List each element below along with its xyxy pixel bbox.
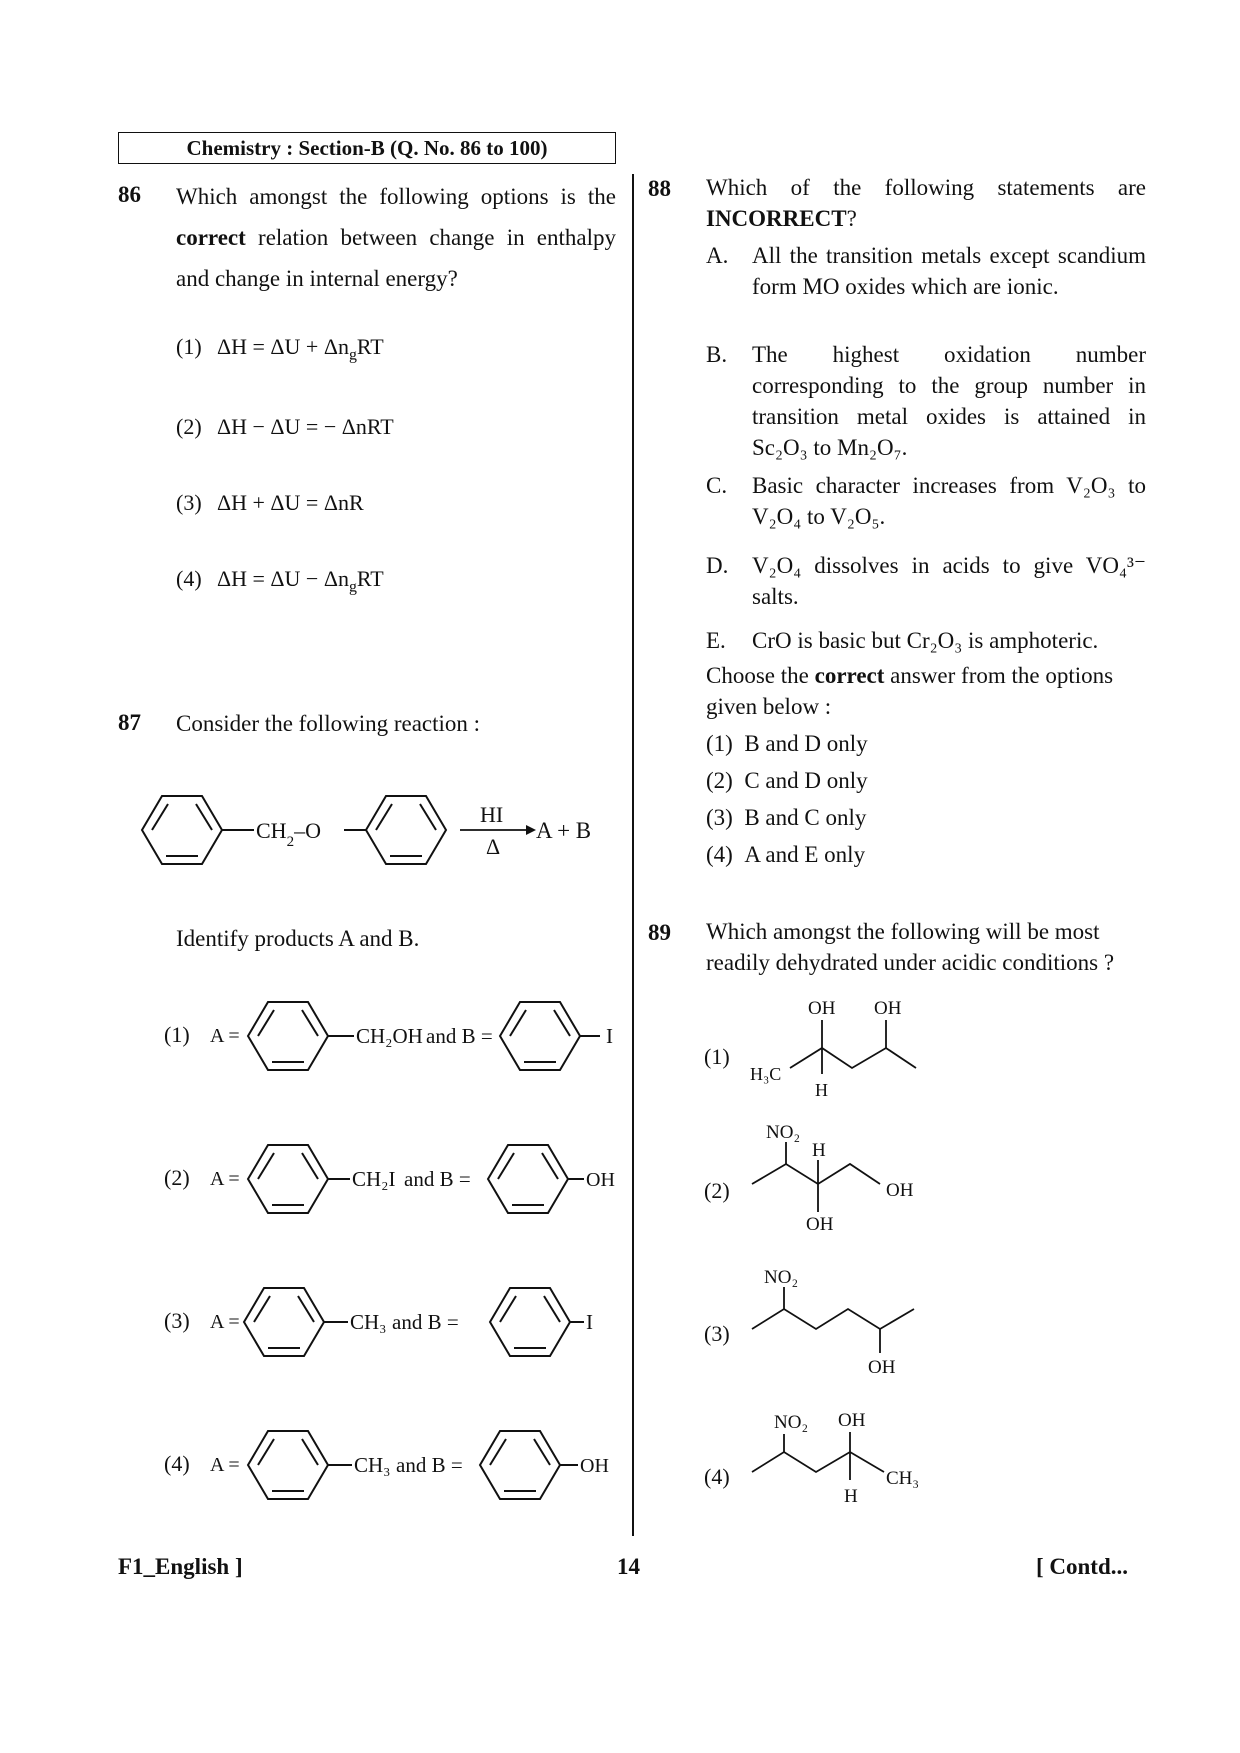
q87-identify: Identify products A and B. <box>176 926 420 951</box>
svg-text:CH₃: CH₃ <box>354 1453 391 1477</box>
q88-statement-a: A. All the transition metals except scandium form MO oxides which are ionic. <box>706 243 1146 299</box>
reaction-sub2: 2 <box>286 834 295 850</box>
q86-option-2[interactable]: (2) ΔH − ΔU = − ΔnRT <box>176 414 394 439</box>
svg-text:OH: OH <box>838 1410 866 1431</box>
svg-text:H: H <box>812 1140 826 1161</box>
svg-text:and B =: and B = <box>392 1310 459 1334</box>
q86-option-3[interactable]: (3) ΔH + ΔU = ΔnR <box>176 490 364 515</box>
svg-text:(2): (2) <box>164 1165 190 1190</box>
svg-text:CH₃: CH₃ <box>886 1468 920 1489</box>
q88-statement-c: C. Basic character increases from V₂O₃ to V₂O₄ to V₂O₅. <box>706 473 1146 529</box>
q86-stem-post: relation between change in enthalpy and change in internal energy? <box>176 225 617 291</box>
q87-option-3[interactable] <box>164 1288 593 1356</box>
svg-text:NO₂: NO₂ <box>766 1122 801 1143</box>
svg-text:(2): (2) <box>704 1178 730 1203</box>
q89-option-2[interactable] <box>704 1122 914 1235</box>
svg-text:A =: A = <box>210 1025 240 1047</box>
svg-text:OH: OH <box>886 1180 914 1201</box>
q86-option-1[interactable]: (1) $\Delta H = \Delta U + \Delta n_gRT$ <box>176 334 384 364</box>
q86-option-4[interactable]: (4) $\Delta H = \Delta U - \Delta n_gRT$ <box>176 566 384 596</box>
q88-number: 88 <box>648 176 671 201</box>
svg-text:(4): (4) <box>704 1464 730 1489</box>
svg-text:(1): (1) <box>704 1044 730 1069</box>
svg-text:(4): (4) <box>164 1451 190 1476</box>
svg-text:OH: OH <box>868 1357 896 1378</box>
q86-stem <box>176 176 616 299</box>
benzene-ring-left <box>142 796 222 864</box>
q87-number: 87 <box>118 710 141 735</box>
q89-options <box>700 990 1140 1530</box>
q87-option-4[interactable] <box>164 1431 609 1499</box>
q88-stem: Which of the following statements are INCORRECT? <box>706 175 1146 231</box>
svg-text:I: I <box>586 1310 593 1334</box>
reagent-heat: Δ <box>486 834 501 859</box>
q89-option-3[interactable] <box>704 1267 914 1378</box>
footer-right: [ Contd... <box>1036 1554 1129 1579</box>
q88-option-1[interactable]: (1) B and D only <box>706 731 868 756</box>
q88-statement-d: D. V₂O₄ dissolves in acids to give VO₄³⁻ salts. <box>706 553 1146 609</box>
svg-text:A =: A = <box>210 1454 240 1476</box>
q86-stem-bold: correct <box>176 225 246 250</box>
q88-statement-b: B. The highest oxidation number corresponding to the group number in transition metal oxides is attained in Sc₂O₃ to Mn₂O₇. <box>706 342 1146 460</box>
q88-statement-e: E. CrO is basic but Cr₂O₃ is amphoteric. <box>706 628 1099 653</box>
svg-text:NO₂: NO₂ <box>774 1412 809 1433</box>
svg-text:(3): (3) <box>164 1308 190 1333</box>
q87-option-2[interactable] <box>164 1145 615 1213</box>
benzene-ring-right <box>366 796 446 864</box>
section-header: Chemistry : Section-B (Q. No. 86 to 100) <box>118 132 616 164</box>
svg-text:OH: OH <box>874 998 902 1019</box>
svg-text:and B =: and B = <box>426 1024 493 1048</box>
svg-text:CH₂I: CH₂I <box>352 1167 396 1191</box>
q89-number: 89 <box>648 920 671 945</box>
q88-option-3[interactable]: (3) B and C only <box>706 805 867 830</box>
svg-text:A =: A = <box>210 1311 240 1333</box>
svg-text:CH2–O <box>256 818 321 850</box>
q89-option-4[interactable] <box>704 1410 919 1507</box>
reaction-link: –O <box>294 818 321 843</box>
q87-stem: Consider the following reaction : <box>176 711 481 736</box>
svg-text:CH₃: CH₃ <box>350 1310 387 1334</box>
q89-option-1[interactable] <box>704 998 916 1100</box>
footer-left: F1_English ] <box>118 1554 243 1579</box>
svg-text:H: H <box>844 1486 858 1507</box>
column-divider <box>632 174 634 1536</box>
svg-text:OH: OH <box>580 1455 609 1477</box>
q89-stem: Which amongst the following will be most readily dehydrated under acidic conditions ? <box>706 919 1115 975</box>
reaction-ch: CH <box>256 818 287 843</box>
svg-text:H: H <box>815 1080 828 1100</box>
q88-choose: Choose the correct answer from the options given below : <box>706 663 1114 719</box>
svg-text:(3): (3) <box>704 1321 730 1346</box>
svg-text:(1): (1) <box>164 1022 190 1047</box>
svg-text:NO₂: NO₂ <box>764 1267 799 1288</box>
page-number: 14 <box>617 1554 640 1579</box>
svg-text:and B =: and B = <box>396 1453 463 1477</box>
q88-option-4[interactable]: (4) A and E only <box>706 842 866 867</box>
q87-option-1[interactable] <box>164 1002 613 1070</box>
q87-options <box>160 990 630 1510</box>
svg-text:I: I <box>606 1024 613 1048</box>
svg-text:and B =: and B = <box>404 1167 471 1191</box>
svg-text:CH₂OH: CH₂OH <box>356 1024 423 1048</box>
q86-number: 86 <box>118 182 141 207</box>
svg-text:OH: OH <box>808 998 836 1019</box>
svg-text:OH: OH <box>586 1169 615 1191</box>
svg-text:H₃C: H₃C <box>750 1064 782 1084</box>
q87-reaction-diagram <box>130 780 610 880</box>
q86-stem-pre: Which amongst the following options is the <box>176 184 616 209</box>
reagent-hi: HI <box>480 802 504 827</box>
q88-option-2[interactable]: (2) C and D only <box>706 768 868 793</box>
svg-text:OH: OH <box>806 1214 834 1235</box>
svg-text:A =: A = <box>210 1168 240 1190</box>
reaction-products: A + B <box>536 818 592 843</box>
